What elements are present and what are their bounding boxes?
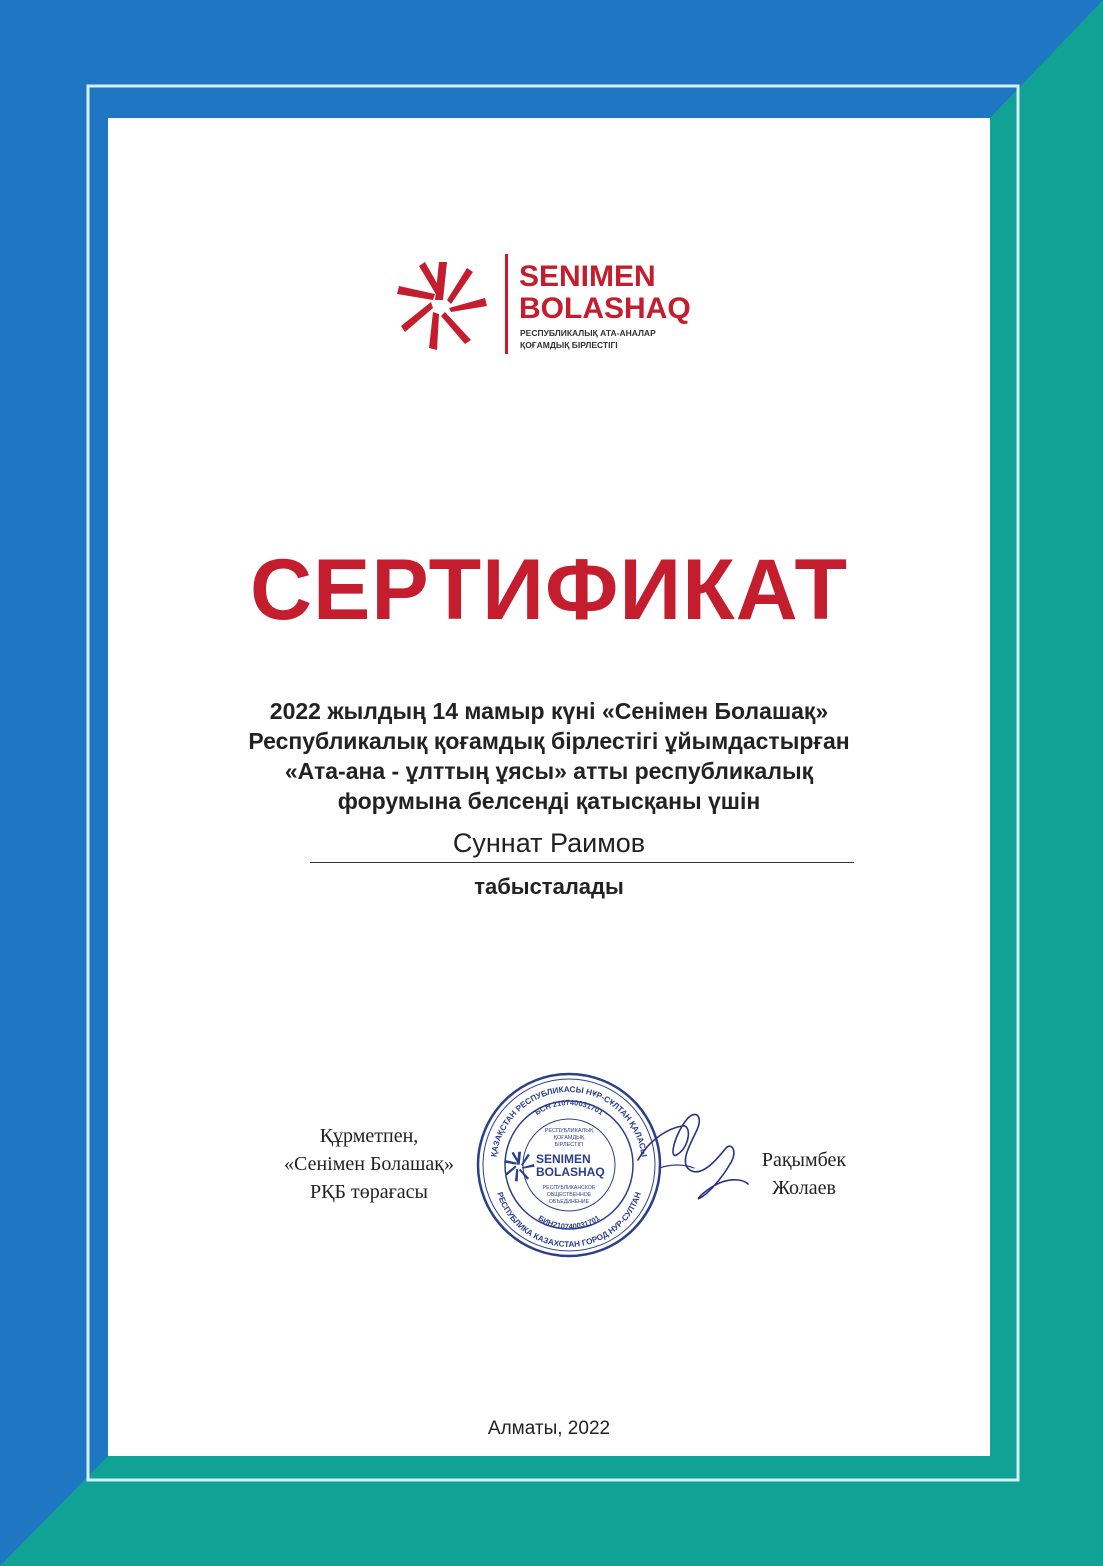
stamp-emblem-icon xyxy=(504,1152,535,1182)
stamp-ru-line2: ОБЩЕСТВЕННОЕ xyxy=(546,1192,592,1198)
chairman-title xyxy=(262,1122,476,1206)
recipient-underline xyxy=(310,862,854,863)
body-line: 2022 жылдың 14 мамыр күні «Сенімен Болашақ» xyxy=(269,698,829,724)
awarded-text: табысталады xyxy=(474,874,624,899)
stamp-outer-top: ҚАЗАҚСТАН РЕСПУБЛИКАСЫ НҰР-СҰЛТАН ҚАЛАСЫ xyxy=(489,1084,649,1158)
stamp-kz-line3: БІРЛЕСТІГІ xyxy=(554,1142,584,1148)
svg-text:БИН210740031701 xyxy=(537,1213,602,1231)
stamp-ru-line3: ОБЪЕДИНЕНИЕ xyxy=(548,1199,590,1205)
stamp-brand1: SENIMEN xyxy=(536,1152,591,1166)
sig-left-line: РҚБ төрағасы xyxy=(310,1181,428,1203)
sig-left-line: Құрметпен, xyxy=(319,1125,419,1147)
certificate-title: СЕРТИФИКАТ xyxy=(249,542,849,638)
senimen-bolashaq-logo xyxy=(388,252,718,362)
sig-left-line: «Сенімен Болашақ» xyxy=(283,1153,455,1175)
sig-right-line: Рақымбек xyxy=(761,1149,847,1171)
stamp-outer-bottom: РЕСПУБЛИКА КАЗАХСТАН ГОРОД НУР-СУЛТАН xyxy=(495,1190,643,1250)
stamp-kz-line2: ҚОҒАМДЫҚ xyxy=(553,1135,585,1141)
certificate-body xyxy=(108,696,990,816)
logo-tagline2: ҚОҒАМДЫҚ БІРЛЕСТІГІ xyxy=(520,340,618,350)
chairman-name xyxy=(744,1146,864,1202)
stamp-ru-line1: РЕСПУБЛИКАНСКОЕ xyxy=(542,1185,596,1191)
logo-tagline1: РЕСПУБЛИКАЛЫҚ АТА-АНАЛАР xyxy=(520,328,656,338)
logo-line2: BOLASHAQ xyxy=(519,292,691,325)
city-year: Алматы, 2022 xyxy=(487,1418,611,1439)
svg-text:БСН 210740031701 xyxy=(533,1098,605,1117)
sig-right-line: Жолаев xyxy=(772,1177,836,1199)
stamp-kz-line1: РЕСПУБЛИКАЛЫҚ xyxy=(544,1128,594,1134)
stamp-bin-top: БСН 210740031701 xyxy=(533,1097,605,1117)
stamp-brand2: BOLASHAQ xyxy=(536,1165,605,1179)
handwritten-signature xyxy=(630,1098,750,1208)
logo-line1: SENIMEN xyxy=(519,260,656,293)
body-line: форумына белсенді қатысқаны үшін xyxy=(337,788,761,814)
body-line: «Ата-ана - ұлттың ұясы» атты республикалық xyxy=(284,758,814,784)
snowflake-emblem-icon xyxy=(397,262,487,350)
recipient-name: Суннат Раимов xyxy=(452,828,646,858)
body-line: Республикалық қоғамдық бірлестігі ұйымдастырған xyxy=(248,728,850,754)
stamp-bin-bottom: БИН210740031701 xyxy=(536,1213,602,1232)
